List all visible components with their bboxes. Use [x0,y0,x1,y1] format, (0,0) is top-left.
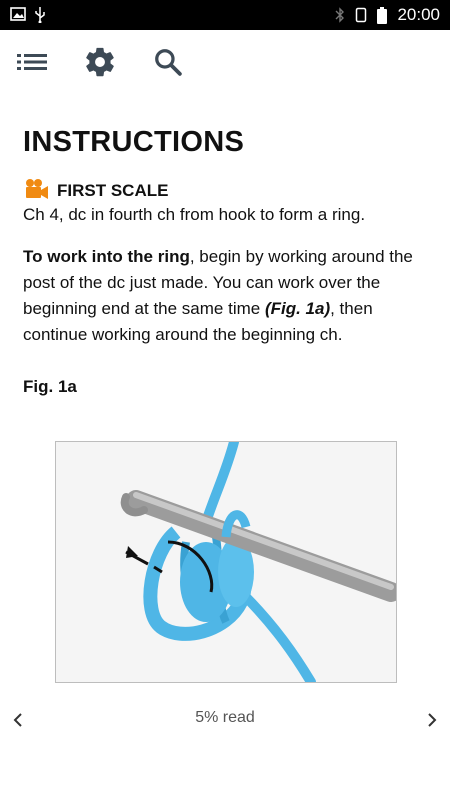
battery-icon [377,7,387,24]
instruction-paragraph-2 [23,244,428,348]
settings-button[interactable] [80,42,120,82]
usb-icon [34,7,46,23]
image-icon [10,7,26,21]
figure-reference: (Fig. 1a) [264,299,331,318]
list-icon [17,52,47,72]
section-header [23,174,428,204]
figure-1a-image[interactable] [55,441,397,683]
chapter-content [23,120,428,400]
figure-label: Fig. 1a [23,377,77,396]
section-title: FIRST SCALE [57,181,169,200]
paragraph-text-2: , then continue working around the beginning ch. [23,299,373,344]
page-title: INSTRUCTIONS [23,126,245,158]
bluetooth-icon [335,7,345,23]
bold-phrase: To work into the ring [23,247,190,266]
reading-footer [0,700,450,738]
search-icon [153,47,183,77]
status-bar [0,0,450,30]
paragraph-text-1: , begin by working around the post of the dc just made. You can work over the beginning end at the same time [23,247,413,318]
phone-icon [355,7,367,23]
reading-progress: 5% read [195,709,255,726]
toc-button[interactable] [12,42,52,82]
gear-icon [83,45,117,79]
search-button[interactable] [148,42,188,82]
video-camera-icon[interactable] [23,178,49,200]
status-time: 20:00 [397,5,440,24]
crochet-illustration [56,442,396,682]
chevron-right-icon [426,713,438,727]
toolbar [0,30,450,94]
next-page-button[interactable] [420,708,444,732]
instruction-paragraph-1: Ch 4, dc in fourth ch from hook to form a ring. [23,205,366,224]
